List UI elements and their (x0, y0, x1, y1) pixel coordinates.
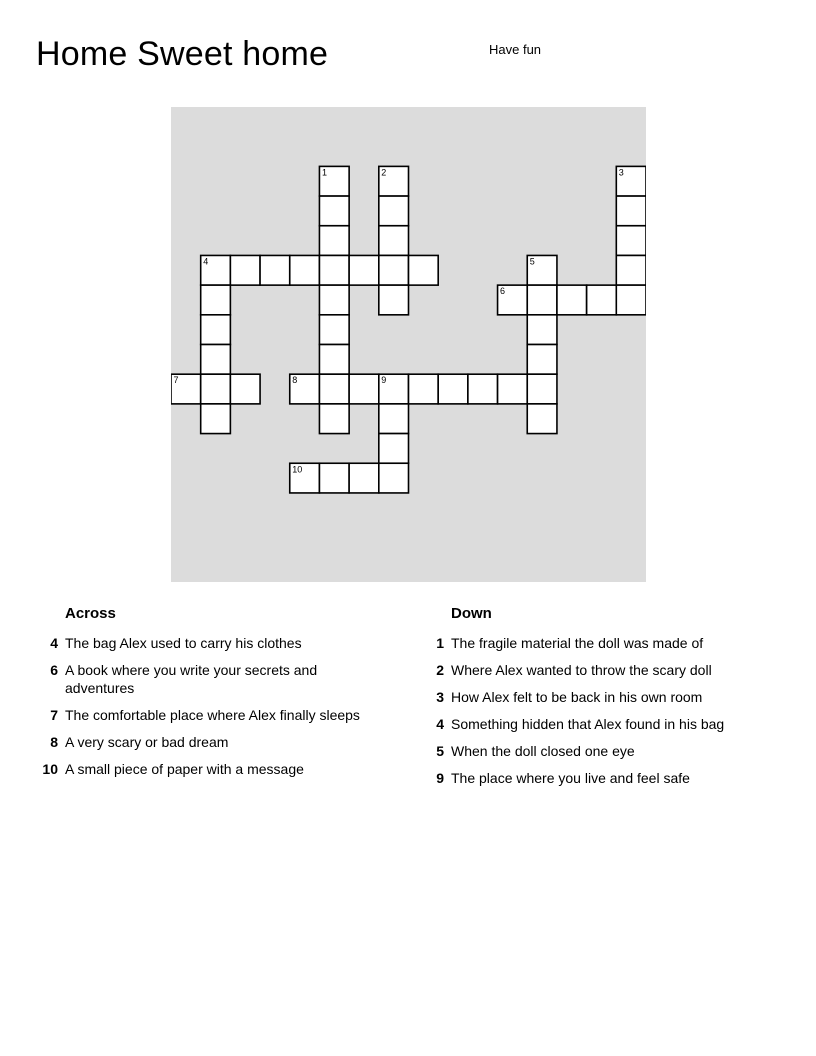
across-clues (36, 604, 376, 787)
clue-number: 2 (436, 662, 444, 678)
grid-cell[interactable] (349, 463, 379, 493)
clue-text: A very scary or bad dream (65, 734, 229, 750)
clue-text: Where Alex wanted to throw the scary doll (451, 662, 712, 678)
grid-cell[interactable] (201, 285, 231, 315)
cell-number: 7 (173, 375, 179, 386)
clue-text: A book where you write your secrets and adventures (65, 662, 318, 696)
cell-number: 8 (292, 375, 298, 386)
grid-cell[interactable] (527, 345, 557, 375)
grid-cell[interactable] (616, 285, 646, 315)
grid-cell[interactable] (379, 255, 409, 285)
grid-cell[interactable] (616, 255, 646, 285)
clue-number: 4 (50, 635, 58, 651)
grid-cell[interactable] (230, 255, 260, 285)
clue-text: The bag Alex used to carry his clothes (65, 635, 302, 651)
clue-number: 10 (42, 761, 58, 777)
page-title: Home Sweet home (36, 35, 329, 73)
clue-number: 7 (50, 707, 58, 723)
clue-number: 4 (436, 716, 444, 732)
crossword-grid-svg (171, 107, 646, 582)
down-clue-list (422, 634, 782, 787)
clue-across-8 (36, 733, 376, 751)
grid-cell[interactable] (349, 374, 379, 404)
grid-cell[interactable] (201, 315, 231, 345)
clue-number: 6 (50, 662, 58, 678)
across-heading: Across (65, 605, 116, 622)
grid-cell[interactable] (230, 374, 260, 404)
clue-text: The fragile material the doll was made of (451, 635, 704, 651)
grid-cell[interactable] (379, 463, 409, 493)
cell-number: 1 (321, 167, 327, 178)
grid-cell[interactable] (201, 374, 231, 404)
grid-cell[interactable] (468, 374, 498, 404)
cell-number: 5 (529, 256, 535, 267)
grid-cell[interactable] (319, 285, 349, 315)
clue-down-2 (422, 661, 782, 679)
cell-number: 6 (500, 286, 506, 297)
cell-number: 2 (381, 167, 387, 178)
grid-cell[interactable] (379, 404, 409, 434)
grid-cell[interactable] (319, 463, 349, 493)
grid-cell[interactable] (201, 345, 231, 375)
clue-text: How Alex felt to be back in his own room (451, 689, 703, 705)
cell-number: 4 (203, 256, 209, 267)
grid-cell[interactable] (319, 404, 349, 434)
clue-down-4 (422, 715, 782, 733)
clue-text: The place where you live and feel safe (451, 770, 690, 786)
cell-number: 10 (292, 464, 303, 475)
across-clue-list (36, 634, 376, 778)
grid-cell[interactable] (557, 285, 587, 315)
grid-cell[interactable] (260, 255, 290, 285)
clue-down-9 (422, 769, 782, 787)
down-heading: Down (451, 605, 492, 622)
clue-number: 5 (436, 743, 444, 759)
grid-cell[interactable] (616, 196, 646, 226)
grid-cell[interactable] (498, 374, 528, 404)
clue-across-10 (36, 760, 376, 778)
grid-cell[interactable] (379, 434, 409, 464)
grid-cell[interactable] (409, 255, 439, 285)
clue-across-7 (36, 706, 376, 724)
clue-across-6 (36, 661, 376, 697)
clue-across-4 (36, 634, 376, 652)
grid-cell[interactable] (201, 404, 231, 434)
down-clues (422, 604, 782, 796)
grid-cell[interactable] (319, 315, 349, 345)
grid-cell[interactable] (379, 285, 409, 315)
grid-cell[interactable] (409, 374, 439, 404)
grid-cell[interactable] (379, 196, 409, 226)
grid-cell[interactable] (438, 374, 468, 404)
clue-down-1 (422, 634, 782, 652)
crossword-grid (171, 107, 646, 582)
grid-cell[interactable] (379, 226, 409, 256)
clue-text: Something hidden that Alex found in his bag (451, 716, 725, 732)
page-subtitle: Have fun (489, 42, 542, 57)
grid-cell[interactable] (290, 255, 320, 285)
grid-cell[interactable] (319, 374, 349, 404)
grid-cell[interactable] (527, 374, 557, 404)
grid-cell[interactable] (319, 196, 349, 226)
clue-number: 1 (436, 635, 444, 651)
clue-text: A small piece of paper with a message (65, 761, 304, 777)
grid-cell[interactable] (319, 255, 349, 285)
grid-cell[interactable] (527, 404, 557, 434)
clue-text: When the doll closed one eye (451, 743, 635, 759)
grid-cell[interactable] (319, 345, 349, 375)
cell-number: 3 (618, 167, 624, 178)
clue-down-5 (422, 742, 782, 760)
clue-number: 3 (436, 689, 444, 705)
grid-cell[interactable] (527, 285, 557, 315)
grid-cell[interactable] (349, 255, 379, 285)
grid-cell[interactable] (319, 226, 349, 256)
grid-cell[interactable] (527, 315, 557, 345)
clue-down-3 (422, 688, 782, 706)
grid-cell[interactable] (587, 285, 617, 315)
clue-text: The comfortable place where Alex finally sleeps (65, 707, 360, 723)
cell-number: 9 (381, 375, 387, 386)
clue-number: 9 (436, 770, 444, 786)
clue-number: 8 (50, 734, 58, 750)
grid-cell[interactable] (616, 226, 646, 256)
